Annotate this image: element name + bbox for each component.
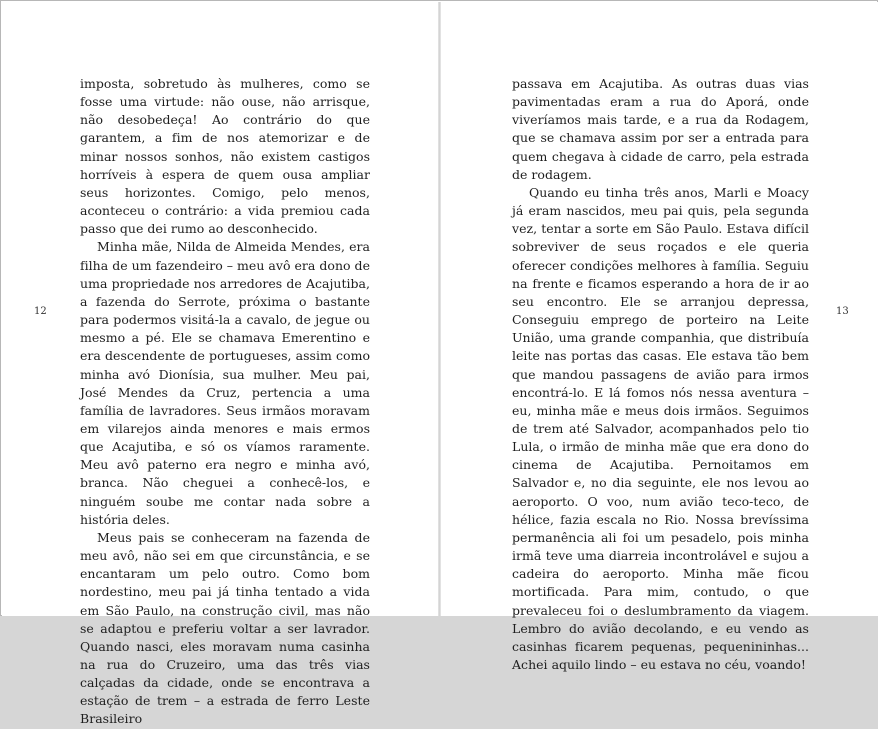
right-page	[441, 2, 878, 672]
right-paragraph-2: Quando eu tinha três anos, Marli e Moacy já eram nascidos, meu pai quis, pela segunda vez, tentar a sorte em São Paulo. Estava difícil sobreviver de seus roçados e ele queria oferecer condições melhores à família. Seguiu na frente e ficamos esperando a hora de ir ao seu encontro. Ele se arranjou depressa, Conseguiu emprego de porteiro na Leite União, uma grande companhia, que distribuía leite nas portas das casas. Ele estava tão bem que mandou passagens de avião para irmos encontrá-lo. E lá fomos nós nessa aventura – eu, minha mãe e meus dois irmãos. Seguimos de trem até Salvador, acompanhados pelo tio Lula, o irmão de minha mãe que era dono do cinema de Acajutiba. Pernoitamos em Salvador e, no dia seguinte, ele nos levou ao aeroporto. O voo, num avião teco-teco, de hélice, fazia escala no Rio. Nossa brevíssima permanência ali foi um pesadelo, pois minha irmã teve uma diarreia incontrolável e sujou a cadeira do aeroporto. Minha mãe ficou mortificada. Para mim, contudo, o que prevaleceu foi o deslumbramento da viagem. Lembro do avião decolando, e eu vendo as casinhas ficarem pequenas, pequenininhas... Achei aquilo lindo – eu estava no céu, voando!	[512, 184, 809, 672]
left-page	[2, 2, 438, 727]
right-page-body	[512, 75, 809, 674]
left-paragraph-2: Minha mãe, Nilda de Almeida Mendes, era filha de um fazendeiro – meu avô era dono de uma propriedade nos arredores de Acajutiba, a fazenda do Serrote, próxima o bastante para podermos visitá-la a cavalo, de jegue ou mesmo a pé. Ele se chamava Emerentino e era descendente de portugueses, assim como minha avó Dionísia, sua mulher. Meu pai, José Mendes da Cruz, pertencia a uma família de lavradores. Seus irmãos moravam em vilarejos ainda menores e mais ermos que Acajutiba, e só os víamos raramente. Meu avô paterno era negro e minha avó, branca. Não cheguei a conhecê-los, e ninguém soube me contar nada sobre a história deles.	[80, 239, 370, 527]
right-paragraph-1: passava em Acajutiba. As outras duas vias pavimentadas eram a rua do Aporá, onde viveríamos mais tarde, e a rua da Rodagem, que se chamava assim por ser a entrada para quem chegava à cidade de carro, pela estrada de rodagem.	[512, 76, 809, 182]
left-paragraph-3: Meus pais se conheceram na fazenda de meu avô, não sei em que circunstância, e se encantaram um pelo outro. Como bom nordestino, meu pai já tinha tentado a vida em São Paulo, na construção civil, mas não se adaptou e preferiu voltar a ser lavrador. Quando nasci, eles moravam numa casinha na rua do Cruzeiro, uma das três vias calçadas da cidade, onde se encontrava a estação de trem – a estrada de ferro Leste Brasileiro	[80, 529, 370, 727]
left-page-number: 12	[34, 306, 47, 317]
left-page-body	[80, 75, 370, 729]
left-paragraph-1: imposta, sobretudo às mulheres, como se fosse uma virtude: não ouse, não arrisque, não desobedeça! Ao contrário do que garantem, a fim de nos atemorizar e de minar nossos sonhos, não existem castigos horríveis à espera de quem ousa ampliar seus horizontes. Comigo, pelo menos, aconteceu o contrário: a vida premiou cada passo que dei rumo ao desconhecido.	[80, 76, 370, 237]
right-page-number: 13	[836, 306, 849, 317]
